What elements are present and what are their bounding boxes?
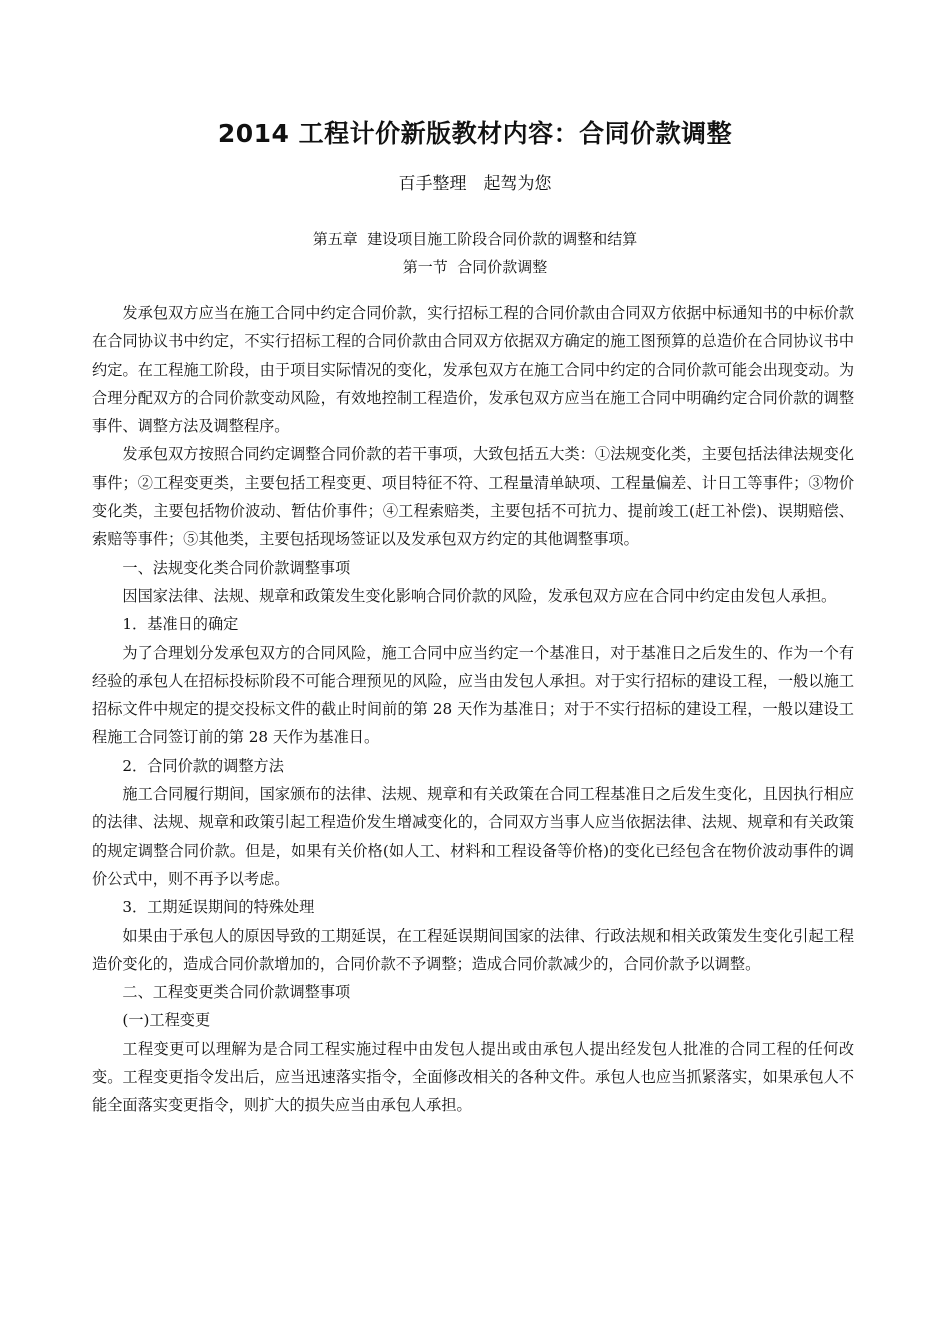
paragraph: 施工合同履行期间，国家颁布的法律、法规、规章和有关政策在合同工程基准日之后发生变化，且因执行相应的法律、法规、规章和政策引起工程造价发生增减变化的，合同双方当事人应当依据法律、法规、规章和有关政策的规定调整合同价款。但是，如果有关价格(如人工、材料和工程设备等价格)的变化已经包含在物价波动事件的调价公式中，则不再予以考虑。 [92,785,854,888]
paragraph: 发承包双方按照合同约定调整合同价款的若干事项，大致包括五大类：①法规变化类，主要包括法律法规变化事件；②工程变更类，主要包括工程变更、项目特征不符、工程量清单缺项、工程量偏差、计日工等事件；③物价变化类，主要包括物价波动、暂估价事件；④工程索赔类，主要包括不可抗力、提前竣工(赶工补偿)、误期赔偿、索赔等事件；⑤其他类，主要包括现场签证以及发承包双方约定的其他调整事项。 [92,445,854,549]
paragraph: 工程变更可以理解为是合同工程实施过程中由发包人提出或由承包人提出经发包人批准的合同工程的任何改变。工程变更指令发出后，应当迅速落实指令，全面修改相关的各种文件。承包人也应当抓紧落实，如果承包人不能全面落实变更指令，则扩大的损失应当由承包人承担。 [92,1039,854,1115]
subheading: (一)工程变更 [122,1011,211,1030]
section-heading: 第一节 合同价款调整 [402,258,548,276]
document-body [92,299,854,1120]
subheading: 2．合同价款的调整方法 [122,756,284,775]
document-title: 2014 工程计价新版教材内容：合同价款调整 [217,119,733,148]
chapter-heading: 第五章 建设项目施工阶段合同价款的调整和结算 [312,230,638,248]
subheading: 3．工期延误期间的特殊处理 [122,898,315,917]
document-subtitle: 百手整理 起驾为您 [398,174,552,194]
paragraph: 如果由于承包人的原因导致的工期延误，在工程延误期间国家的法律、行政法规和相关政策发生变化引起工程造价变化的，造成合同价款增加的，合同价款不予调整；造成合同价款减少的，合同价款予以调整。 [92,926,854,973]
paragraph: 发承包双方应当在施工合同中约定合同价款，实行招标工程的合同价款由合同双方依据中标通知书的中标价款在合同协议书中约定，不实行招标工程的合同价款由合同双方依据双方确定的施工图预算的总造价在合同协议书中约定。在工程施工阶段，由于项目实际情况的变化，发承包双方在施工合同中约定的合同价款可能会出现变动。为合理分配双方的合同价款变动风险，有效地控制工程造价，发承包双方应当在施工合同中明确约定合同价款的调整事件、调整方法及调整程序。 [92,304,854,436]
subheading: 1．基准日的确定 [122,615,239,634]
paragraph: 因国家法律、法规、规章和政策发生变化影响合同价款的风险，发承包双方应在合同中约定由发包人承担。 [122,586,837,605]
subheading: 二、工程变更类合同价款调整事项 [122,983,351,1002]
subheading: 一、法规变化类合同价款调整事项 [122,558,351,577]
paragraph: 为了合理划分发承包双方的合同风险，施工合同中应当约定一个基准日，对于基准日之后发生的、作为一个有经验的承包人在招标投标阶段不可能合理预见的风险，应当由发包人承担。对于实行招标的建设工程，一般以施工招标文件中规定的提交投标文件的截止时间前的第 28 天作为基准日；对于不实行招标的建设工程，一般以建设工程施工合同签订前的第 28 天作为基准日。 [92,643,854,747]
